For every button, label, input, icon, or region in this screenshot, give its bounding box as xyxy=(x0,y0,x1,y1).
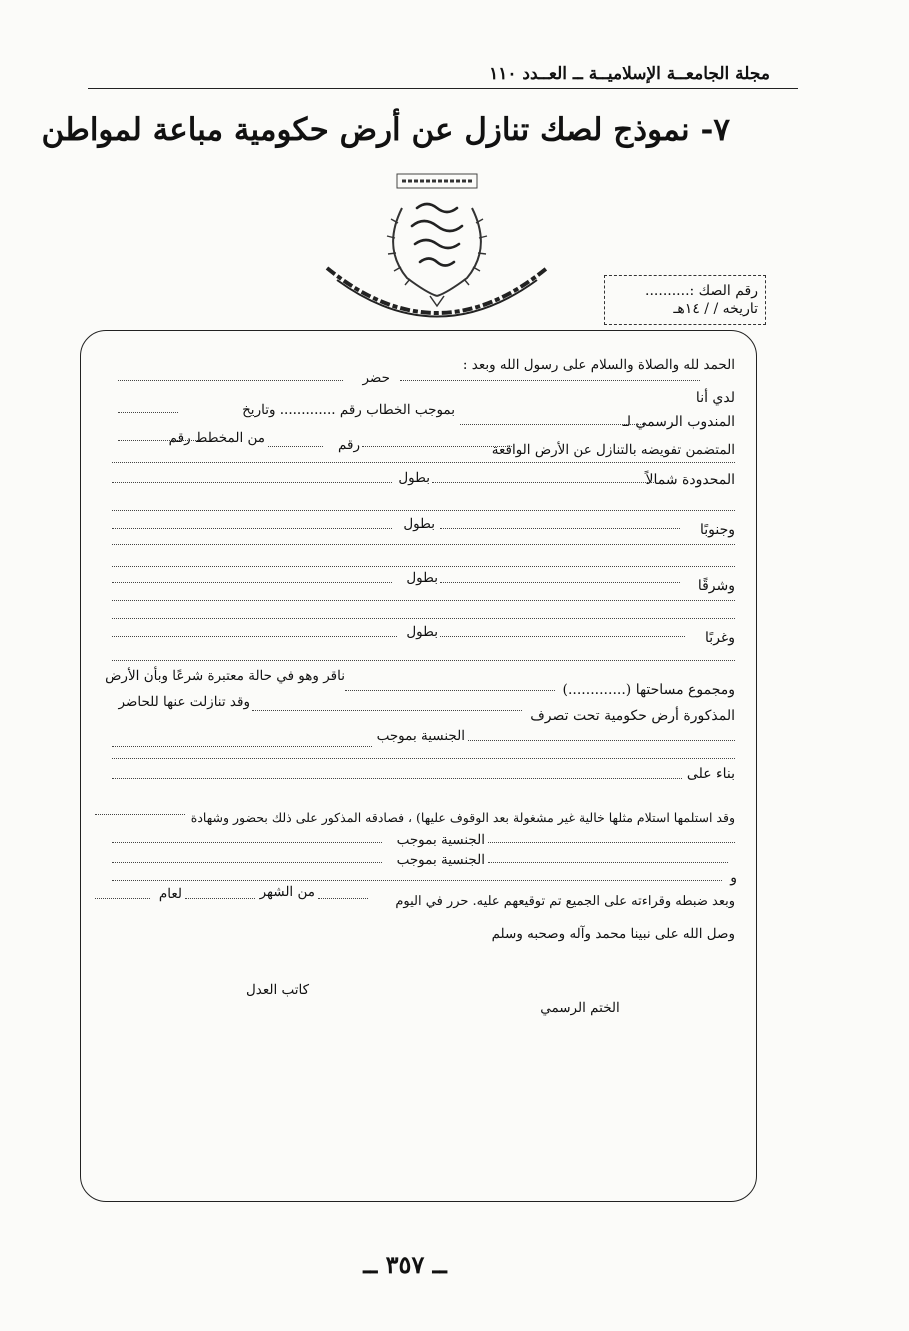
present-label: حضر xyxy=(362,370,390,386)
dotted-line xyxy=(112,544,735,545)
notary-signature-label: كاتب العدل xyxy=(245,982,310,998)
page-number: ــ ٣٥٧ ــ xyxy=(363,1250,447,1279)
dotted-line xyxy=(488,862,728,863)
month-label: من الشهر xyxy=(259,884,315,900)
dotted-line xyxy=(112,862,382,863)
nationality-label: الجنسية بموجب xyxy=(376,728,465,744)
header-rule xyxy=(88,88,798,89)
dotted-line xyxy=(95,898,150,899)
delegate-label: المندوب الرسمي لـ xyxy=(622,414,735,430)
dotted-line xyxy=(112,582,392,583)
and-label: و xyxy=(730,870,737,886)
ceded-label: وقد تنازلت عنها للحاضر xyxy=(118,694,250,710)
dotted-line xyxy=(118,412,178,413)
dotted-line xyxy=(440,582,680,583)
receipt-statement: وقد استلمها استلام مثلها خالية غير مشغولة بعد الوقوف عليها) ، فصادقه المذكور على ذلك بحضور وشهادة xyxy=(190,810,735,825)
dotted-line xyxy=(112,778,682,779)
dotted-line xyxy=(112,528,392,529)
west-label: وغربًا xyxy=(705,630,735,646)
north-label: المحدودة شمالاً xyxy=(645,472,735,488)
signing-statement: وبعد ضبطه وقراءته على الجميع تم توقيعهم عليه. حرر في اليوم xyxy=(395,894,735,909)
dotted-line xyxy=(252,710,522,711)
closing-line: وصل الله على نبينا محمد وآله وصحبه وسلم xyxy=(491,926,735,942)
dotted-line xyxy=(488,842,735,843)
dotted-line xyxy=(112,566,735,567)
letter-no-date-label: بموجب الخطاب رقم ............. وتاريخ xyxy=(242,402,455,418)
dotted-line xyxy=(468,740,735,741)
dotted-line xyxy=(440,636,685,637)
south-label: وجنوبًا xyxy=(699,522,735,538)
dotted-line xyxy=(185,898,255,899)
deed-form-frame xyxy=(80,330,757,1202)
dotted-line xyxy=(112,758,735,759)
length-label: بطول xyxy=(398,470,430,486)
page-title: ٧- نموذج لصك تنازل عن أرض حكومية مباعة لمواطن xyxy=(41,112,730,148)
dotted-line xyxy=(268,446,323,447)
deed-date-field: تاريخه / / ١٤هـ xyxy=(673,301,758,317)
dotted-line xyxy=(112,660,735,661)
running-head: مجلة الجامعــة الإسلاميــة ــ العــدد ١١٠ xyxy=(489,64,770,84)
based-on-label: بناء على xyxy=(686,766,735,782)
dotted-line xyxy=(112,842,382,843)
dotted-line xyxy=(112,482,392,483)
dotted-line xyxy=(112,600,735,601)
before-me-label: لدي أنا xyxy=(695,390,735,406)
dotted-line xyxy=(95,814,185,815)
length-label: بطول xyxy=(406,570,438,586)
dotted-line xyxy=(112,618,735,619)
opening-line: الحمد لله والصلاة والسلام على رسول الله وبعد : xyxy=(462,357,735,373)
year-label: لعام xyxy=(158,886,182,902)
length-label: بطول xyxy=(403,516,435,532)
dotted-line xyxy=(362,446,512,447)
government-land-label: المذكورة أرض حكومية تحت تصرف xyxy=(530,708,735,724)
deed-number-field: رقم الصك :.......... xyxy=(645,283,758,299)
authorization-label: المتضمن تفويضه بالتنازل عن الأرض الواقعة xyxy=(491,442,735,458)
dotted-line xyxy=(112,462,735,463)
ministry-of-justice-emblem xyxy=(312,168,562,338)
dotted-line xyxy=(318,898,368,899)
total-area-label: ومجموع مساحتها (.............) xyxy=(562,682,735,698)
lawful-status-label: ناقر وهو في حالة معتبرة شرعًا وبأن الأرض xyxy=(105,668,345,684)
dotted-line xyxy=(118,380,343,381)
witness-nationality-label: الجنسية بموجب xyxy=(396,832,485,848)
dotted-line xyxy=(112,636,397,637)
dotted-line xyxy=(432,482,654,483)
dotted-line xyxy=(400,380,700,381)
official-seal-label: الختم الرسمي xyxy=(540,1000,620,1016)
dotted-line xyxy=(112,746,372,747)
dotted-line xyxy=(440,528,680,529)
length-label: بطول xyxy=(406,624,438,640)
witness-nationality-label: الجنسية بموجب xyxy=(396,852,485,868)
east-label: وشرقًا xyxy=(697,578,735,594)
dotted-line xyxy=(345,690,555,691)
dotted-line xyxy=(112,510,735,511)
dotted-line xyxy=(112,880,722,881)
number-label: رقم xyxy=(338,437,360,453)
plan-no-label: من المخطط رقم xyxy=(168,430,265,446)
